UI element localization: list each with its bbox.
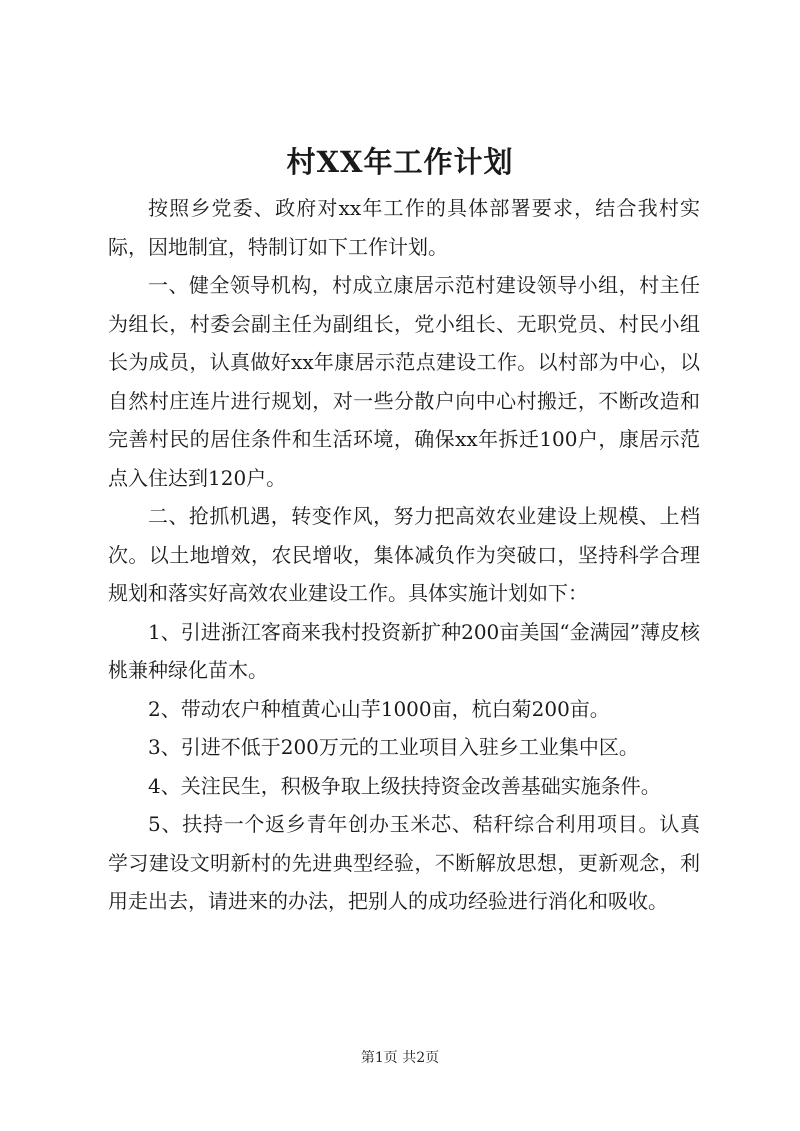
paragraph-intro: 按照乡党委、政府对xx年工作的具体部署要求，结合我村实际，因地制宜，特制订如下工作计划。 — [108, 196, 700, 259]
paragraph-item-1: 1、引进浙江客商来我村投资新扩种200亩美国“金满园”薄皮核桃兼种绿化苗木。 — [108, 619, 700, 682]
paragraph-section-1: 一、健全领导机构，村成立康居示范村建设领导小组，村主任为组长，村委会副主任为副组长，党小组长、无职党员、村民小组长为成员，认真做好xx年康居示范点建设工作。以村部为中心，以自然村庄连片进行规划，对一些分散户向中心村搬迁，不断改造和完善村民的居住条件和生活环境，确保xx年拆迁100户，康居示范点入住达到120户。 — [108, 273, 700, 490]
paragraph-item-5: 5、扶持一个返乡青年创办玉米芯、秸秆综合利用项目。认真学习建设文明新村的先进典型经验，不断解放思想，更新观念，利用走出去，请进来的办法，把别人的成功经验进行消化和吸收。 — [108, 812, 700, 913]
document-title: 村XX年工作计划 — [286, 145, 514, 179]
paragraph-item-2: 2、带动农户种植黄心山芋1000亩，杭白菊200亩。 — [148, 696, 610, 721]
page-footer: 第1页 共2页 — [360, 1050, 440, 1066]
document-body — [108, 189, 700, 921]
paragraph-item-4: 4、关注民生，积极争取上级扶持资金改善基础实施条件。 — [148, 773, 661, 798]
paragraph-item-3: 3、引进不低于200万元的工业项目入驻乡工业集中区。 — [148, 735, 639, 759]
paragraph-section-2: 二、抢抓机遇，转变作风，努力把高效农业建设上规模、上档次。以土地增效，农民增收，集体减负作为突破口，坚持科学合理规划和落实好高效农业建设工作。具体实施计划如下： — [108, 504, 700, 605]
